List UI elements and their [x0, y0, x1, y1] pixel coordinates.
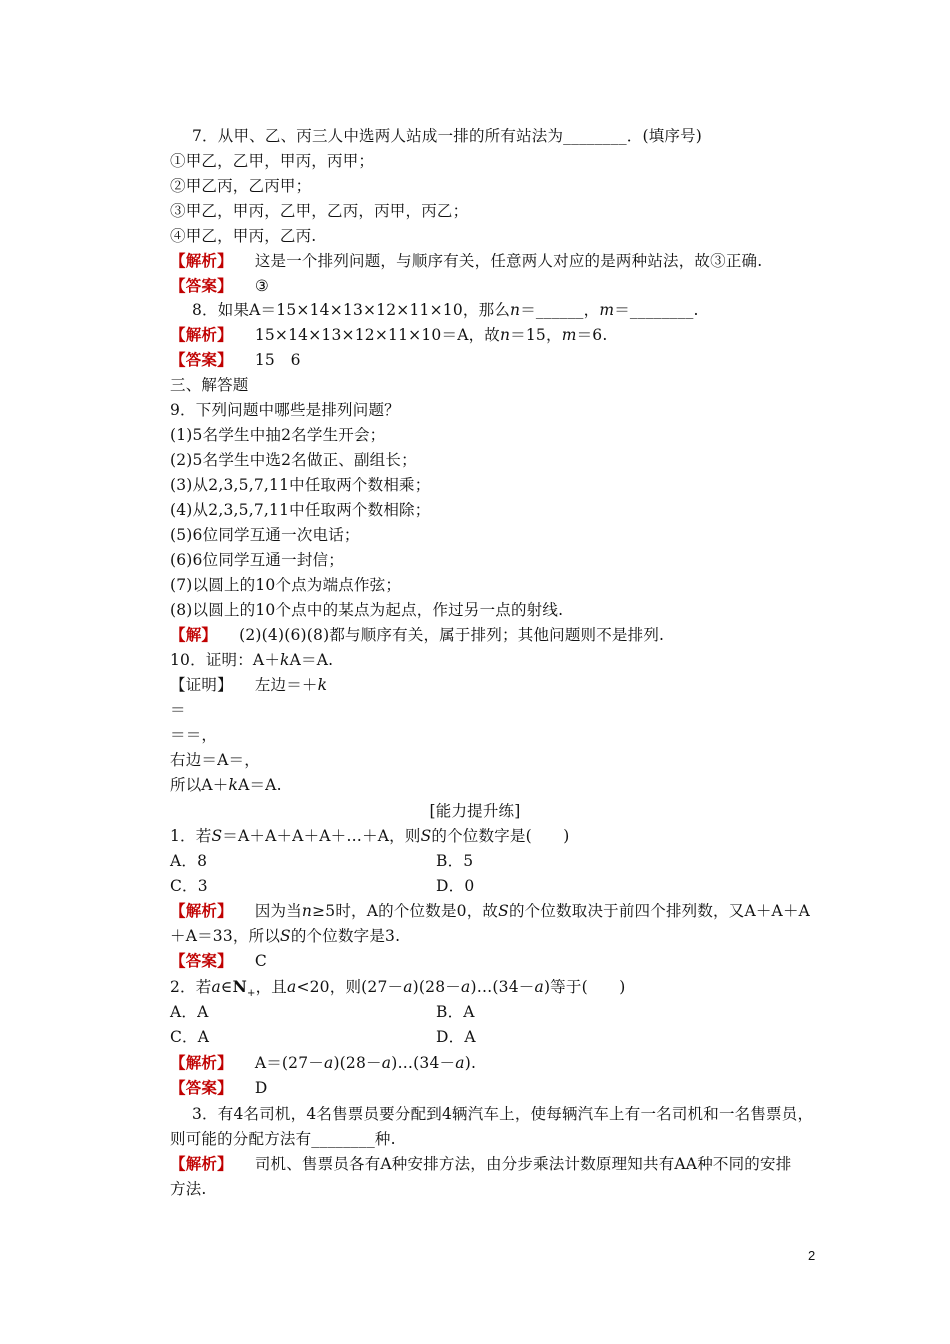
var-a: a: [403, 978, 413, 996]
q9-solution-text: (2)(4)(6)(8)都与顺序有关，属于排列；其他问题则不是排列.: [239, 626, 665, 644]
p3-stem-cont: 则可能的分配方法有________种.: [170, 1130, 396, 1148]
p2-stem-part: 2．若: [170, 978, 212, 996]
p1-stem: [170, 826, 570, 846]
analysis-tag: 【解析】: [170, 901, 233, 920]
q10-proof-line: ＝: [170, 701, 186, 719]
q8-answer: [170, 350, 301, 370]
answer-tag: 【答案】: [170, 350, 233, 369]
p3-analysis-cont: 方法.: [170, 1180, 207, 1198]
var-n: n: [301, 902, 313, 920]
answer-tag: 【答案】: [170, 276, 233, 295]
q10-stem-part: 10．证明：A＋: [170, 651, 281, 669]
p1-answer-text: C: [254, 952, 267, 970]
q9-item: (2)5名学生中选2名做正、副组长；: [170, 451, 417, 469]
p2-stem-part: ∈: [220, 978, 233, 996]
p1-analysis-part: ≥5时，A的个位数是0，故: [312, 902, 499, 920]
solution-tag: 【解】: [170, 625, 218, 644]
page-number: 2: [808, 1248, 816, 1263]
q8-analysis: [170, 325, 608, 345]
q10-stem-part: A＝A.: [289, 651, 334, 669]
q7-stem: 7．从甲、乙、丙三人中选两人站成一排的所有站法为________．(填序号): [192, 127, 703, 145]
var-s: S: [280, 927, 291, 945]
q7-option-1: ①甲乙，乙甲，甲丙，丙甲；: [170, 152, 375, 170]
q8-analysis-part: 15×14×13×12×11×10＝A，故: [254, 326, 500, 344]
p2-options-row: [170, 1002, 475, 1022]
p2-stem-part: <20，则(27－: [296, 978, 404, 996]
p1-stem-part: ＝A＋A＋A＋A＋…＋A，则: [222, 827, 421, 845]
var-a: a: [455, 1054, 465, 1072]
q9-item: (1)5名学生中抽2名学生开会；: [170, 426, 386, 444]
q7-option-3: ③甲乙，甲丙，乙甲，乙丙，丙甲，丙乙；: [170, 202, 469, 220]
p2-analysis-part: ).: [464, 1054, 477, 1072]
p1-options-row: [170, 851, 474, 871]
var-s: S: [420, 827, 432, 845]
q9-item: (6)6位同学互通一封信；: [170, 551, 344, 569]
var-a: a: [286, 978, 297, 996]
answer-tag: 【答案】: [170, 1078, 233, 1097]
q7-option-4: ④甲乙，甲丙，乙丙.: [170, 227, 317, 245]
q8-analysis-part: ＝15，: [510, 326, 562, 344]
p1-analysis: [170, 901, 810, 921]
q7-answer: [170, 276, 269, 296]
var-a: a: [381, 1054, 392, 1072]
p2-option-d: D．A: [436, 1028, 476, 1046]
p2-option-a: A．A: [170, 1003, 209, 1021]
q7-analysis: [170, 251, 762, 271]
p1-option-a: A．8: [170, 852, 208, 870]
p3-analysis-text: 司机、售票员各有A种安排方法，由分步乘法计数原理知共有AA种不同的安排: [254, 1155, 792, 1173]
q8-stem: [192, 300, 699, 320]
p1-analysis-part: 因为当: [254, 902, 302, 920]
q10-proof: [170, 675, 327, 695]
var-k: k: [317, 676, 328, 694]
p3-stem: 3．有4名司机，4名售票员要分配到4辆汽车上，使每辆汽车上有一名司机和一名售票员，: [192, 1105, 814, 1123]
var-a: a: [211, 978, 221, 996]
p1-option-b: B．5: [436, 852, 474, 870]
q9-item: (5)6位同学互通一次电话；: [170, 526, 360, 544]
q9-item: (3)从2,3,5,7,11中任取两个数相乘；: [170, 476, 431, 494]
p2-answer-text: D: [254, 1079, 268, 1097]
q10-stem: [170, 650, 333, 670]
analysis-tag: 【解析】: [170, 325, 233, 344]
q10-proof-line: ＝＝，: [170, 726, 218, 744]
var-a: a: [534, 978, 544, 996]
q8-stem-part: ＝________.: [614, 301, 699, 319]
analysis-tag: 【解析】: [170, 1053, 233, 1072]
p2-analysis-part: )…(34－: [391, 1054, 456, 1072]
p2-analysis: [170, 1053, 476, 1073]
naturals-symbol: N: [232, 977, 247, 996]
p1-analysis-part: 的个位数取决于前四个排列数，又A＋A＋A: [508, 902, 811, 920]
p1-analysis-part: ＋A＝33，所以: [170, 927, 281, 945]
q10-proof-part: A＝A.: [238, 776, 282, 794]
q9-item: (8)以圆上的10个点中的某点为起点，作过另一点的射线.: [170, 601, 564, 619]
section-heading-ability: [能力提升练]: [429, 802, 521, 820]
q10-proof-text: 左边＝＋: [254, 676, 318, 694]
q8-stem-part: 8．如果A＝15×14×13×12×11×10，那么: [192, 301, 511, 319]
q10-proof-part: 所以A＋: [170, 776, 229, 794]
p1-option-d: D．0: [436, 877, 475, 895]
p1-analysis-cont: [170, 926, 400, 946]
p2-analysis-part: A＝(27－: [254, 1054, 324, 1072]
q9-item: (7)以圆上的10个点为端点作弦；: [170, 576, 402, 594]
q10-proof-conclusion: [170, 775, 282, 795]
answer-tag: 【答案】: [170, 951, 233, 970]
analysis-tag: 【解析】: [170, 1154, 233, 1173]
var-k: k: [228, 776, 239, 794]
p2-stem-part: ，且: [255, 978, 287, 996]
p2-option-b: B．A: [436, 1003, 475, 1021]
var-k: k: [280, 651, 290, 669]
analysis-tag: 【解析】: [170, 251, 233, 270]
section-heading: 三、解答题: [170, 376, 249, 394]
p2-options-row: [170, 1027, 476, 1047]
var-a: a: [461, 978, 471, 996]
p2-stem: [170, 977, 625, 1004]
p2-option-c: C．A: [170, 1028, 210, 1046]
var-s: S: [211, 827, 223, 845]
subscript-plus: +: [246, 988, 256, 1000]
q9-item: (4)从2,3,5,7,11中任取两个数相除；: [170, 501, 431, 519]
q7-option-2: ②甲乙丙，乙丙甲；: [170, 177, 312, 195]
var-m: m: [599, 301, 615, 319]
p2-stem-part: )…(34－: [470, 978, 535, 996]
p1-options-row: [170, 876, 475, 896]
q7-analysis-text: 这是一个排列问题，与顺序有关，任意两人对应的是两种站法，故③正确.: [254, 252, 763, 270]
p1-analysis-part: 的个位数字是3.: [290, 927, 401, 945]
p1-stem-part: 的个位数字是( ): [431, 827, 570, 845]
q10-proof-line: 右边＝A＝，: [170, 751, 260, 769]
p2-stem-part: )等于( ): [543, 978, 626, 996]
q7-answer-text: ③: [254, 277, 269, 295]
p2-stem-part: )(28－: [412, 978, 461, 996]
p1-option-c: C．3: [170, 877, 208, 895]
p3-analysis: [170, 1154, 791, 1174]
q9-stem: 9．下列问题中哪些是排列问题？: [170, 401, 400, 419]
var-n: n: [499, 326, 511, 344]
var-m: m: [561, 326, 577, 344]
q8-answer-text: 15 6: [254, 351, 301, 369]
var-n: n: [510, 301, 521, 319]
var-a: a: [323, 1054, 334, 1072]
var-s: S: [498, 902, 509, 920]
p1-stem-part: 1．若: [170, 827, 212, 845]
q9-solution: [170, 625, 664, 645]
q8-analysis-part: ＝6.: [576, 326, 608, 344]
proof-tag: 【证明】: [170, 676, 233, 694]
p2-analysis-part: )(28－: [333, 1054, 382, 1072]
p2-answer: [170, 1078, 267, 1098]
p1-answer: [170, 951, 267, 971]
q8-stem-part: ＝______，: [520, 301, 600, 319]
